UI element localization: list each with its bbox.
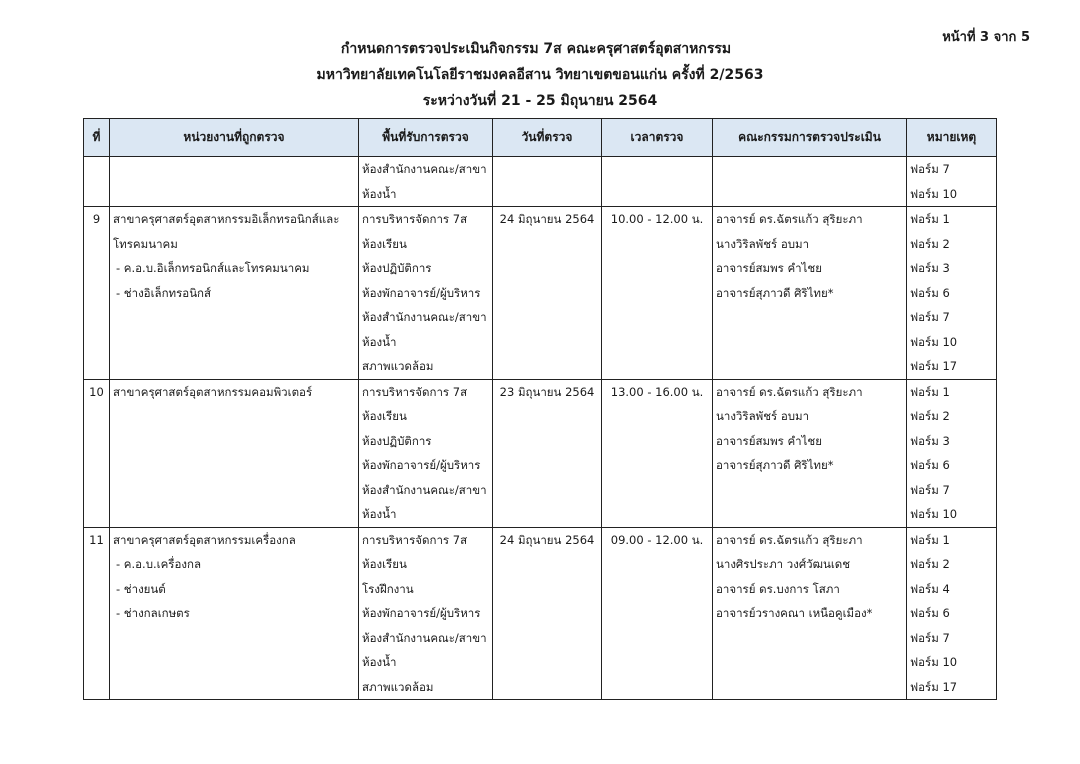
cell-areas-line: ห้องน้ำ (362, 655, 397, 669)
cell-areas-line: ห้องน้ำ (362, 507, 397, 521)
cell-unit-line: - ช่างยนต์ (116, 581, 166, 596)
cell-committee (713, 527, 907, 700)
cell-unit (110, 207, 359, 380)
cell-areas-line: ห้องสำนักงานคณะ/สาขา (362, 482, 487, 497)
header-committee: คณะกรรมการตรวจประเมิน (713, 119, 907, 157)
cell-notes-line: ฟอร์ม 3 (910, 261, 950, 275)
cell-unit-line: โทรคมนาคม (113, 236, 178, 251)
cell-notes-line: ฟอร์ม 10 (910, 655, 958, 669)
cell-no-line: 11 (89, 532, 104, 547)
cell-areas-line: สภาพแวดล้อม (362, 359, 434, 373)
cell-notes-line: ฟอร์ม 4 (910, 581, 950, 596)
cell-date (493, 379, 602, 527)
header-notes: หมายเหตุ (907, 119, 997, 157)
header-no: ที่ (84, 119, 110, 157)
cell-time-line: 13.00 - 16.00 น. (610, 384, 704, 399)
cell-notes-line: ฟอร์ม 2 (910, 236, 950, 251)
cell-committee (713, 157, 907, 207)
cell-notes-line: ฟอร์ม 17 (910, 679, 958, 694)
cell-notes-line: ฟอร์ม 10 (910, 334, 958, 349)
cell-notes (907, 157, 997, 207)
schedule-table (83, 118, 997, 700)
cell-date (493, 527, 602, 700)
cell-notes-line: ฟอร์ม 6 (910, 285, 950, 300)
document-header (0, 36, 1080, 114)
cell-committee-line: อาจารย์ ดร.ฉัตรแก้ว สุริยะภา (716, 384, 863, 399)
cell-unit-line: - ค.อ.บ.อิเล็กทรอนิกส์และโทรคมนาคม (116, 261, 310, 275)
cell-notes-line: ฟอร์ม 7 (910, 310, 950, 324)
cell-committee (713, 379, 907, 527)
cell-date (493, 207, 602, 380)
header-date: วันที่ตรวจ (493, 119, 602, 157)
cell-areas-line: สภาพแวดล้อม (362, 679, 434, 694)
cell-time-line: 10.00 - 12.00 น. (610, 212, 704, 226)
cell-areas-line: ห้องปฏิบัติการ (362, 433, 432, 448)
cell-time (602, 527, 713, 700)
cell-unit-line: - ช่างอิเล็กทรอนิกส์ (116, 285, 212, 300)
cell-areas-line: โรงฝึกงาน (362, 581, 414, 596)
table-row (84, 207, 997, 380)
cell-notes-line: ฟอร์ม 2 (910, 557, 950, 571)
cell-areas (359, 207, 493, 380)
table-row (84, 157, 997, 207)
cell-time (602, 207, 713, 380)
cell-time-line: 09.00 - 12.00 น. (610, 532, 704, 547)
cell-unit-line: - ช่างกลเกษตร (116, 606, 190, 620)
header-unit: หน่วยงานที่ถูกตรวจ (110, 119, 359, 157)
cell-date (493, 157, 602, 207)
cell-notes-line: ฟอร์ม 1 (910, 384, 950, 399)
cell-committee-line: อาจารย์วรางคณา เหนือคูเมือง* (716, 606, 873, 620)
cell-committee-line: อาจารย์สมพร คำไชย (716, 261, 822, 275)
cell-unit-line: สาขาครุศาสตร์อุตสาหกรรมเครื่องกล (113, 532, 296, 547)
cell-areas-line: การบริหารจัดการ 7ส (362, 532, 468, 547)
table-header-row (84, 119, 997, 157)
cell-unit-line: - ค.อ.บ.เครื่องกล (116, 557, 202, 571)
cell-committee-line: อาจารย์สมพร คำไชย (716, 433, 822, 448)
cell-areas-line: การบริหารจัดการ 7ส (362, 212, 468, 226)
cell-notes-line: ฟอร์ม 7 (910, 482, 950, 497)
page-number: หน้าที่ 3 จาก 5 (942, 30, 1030, 45)
cell-areas-line: ห้องสำนักงานคณะ/สาขา (362, 162, 487, 176)
cell-date-line: 24 มิถุนายน 2564 (499, 212, 595, 226)
title-line-1: กำหนดการตรวจประเมินกิจกรรม 7ส คณะครุศาสตร์อุตสาหกรรม (340, 41, 732, 57)
table-row (84, 379, 997, 527)
cell-areas (359, 157, 493, 207)
cell-areas-line: ห้องน้ำ (362, 334, 397, 349)
cell-areas-line: ห้องสำนักงานคณะ/สาขา (362, 310, 487, 324)
cell-areas-line: ห้องเรียน (362, 236, 407, 251)
cell-areas-line: ห้องปฏิบัติการ (362, 261, 432, 275)
title-line-2: มหาวิทยาลัยเทคโนโลยีราชมงคลอีสาน วิทยาเขตขอนแก่น ครั้งที่ 2/2563 (316, 67, 764, 83)
cell-notes (907, 207, 997, 380)
cell-unit (110, 527, 359, 700)
cell-time (602, 157, 713, 207)
cell-areas-line: ห้องพักอาจารย์/ผู้บริหาร (362, 606, 481, 620)
cell-committee-line: อาจารย์ ดร.ฉัตรแก้ว สุริยะภา (716, 532, 863, 547)
cell-unit-line: สาขาครุศาสตร์อุตสาหกรรมอิเล็กทรอนิกส์และ (113, 212, 340, 226)
cell-areas (359, 527, 493, 700)
cell-no-line: 9 (92, 212, 101, 226)
cell-committee-line: นางศิรประภา วงศ์วัฒนเดช (716, 557, 851, 571)
cell-unit (110, 379, 359, 527)
cell-notes-line: ฟอร์ม 3 (910, 433, 950, 448)
cell-notes-line: ฟอร์ม 17 (910, 359, 958, 373)
cell-notes (907, 379, 997, 527)
cell-no (84, 157, 110, 207)
cell-notes-line: ฟอร์ม 7 (910, 630, 950, 645)
cell-date-line: 23 มิถุนายน 2564 (499, 384, 595, 399)
cell-date-line: 24 มิถุนายน 2564 (499, 532, 595, 547)
cell-notes-line: ฟอร์ม 7 (910, 162, 950, 176)
cell-committee-line: อาจารย์สุภาวดี ศิริไทย* (716, 458, 834, 472)
cell-committee-line: นางวิริลพัชร์ อบมา (716, 409, 810, 423)
cell-no (84, 527, 110, 700)
header-area: พื้นที่รับการตรวจ (359, 119, 493, 157)
cell-time (602, 379, 713, 527)
cell-committee-line: อาจารย์ ดร.บงการ โสภา (716, 581, 840, 596)
table-row (84, 527, 997, 700)
cell-notes-line: ฟอร์ม 1 (910, 532, 950, 547)
cell-areas-line: ห้องน้ำ (362, 186, 397, 201)
cell-areas-line: ห้องเรียน (362, 557, 407, 571)
cell-notes-line: ฟอร์ม 6 (910, 606, 950, 620)
cell-notes-line: ฟอร์ม 10 (910, 507, 958, 521)
cell-committee-line: อาจารย์สุภาวดี ศิริไทย* (716, 285, 834, 300)
cell-notes-line: ฟอร์ม 1 (910, 212, 950, 226)
cell-notes-line: ฟอร์ม 6 (910, 458, 950, 472)
cell-areas-line: ห้องสำนักงานคณะ/สาขา (362, 630, 487, 645)
cell-unit (110, 157, 359, 207)
cell-no-line: 10 (89, 384, 104, 399)
cell-notes-line: ฟอร์ม 2 (910, 409, 950, 423)
cell-areas-line: การบริหารจัดการ 7ส (362, 384, 468, 399)
cell-areas-line: ห้องพักอาจารย์/ผู้บริหาร (362, 458, 481, 472)
cell-committee (713, 207, 907, 380)
cell-no (84, 379, 110, 527)
cell-notes (907, 527, 997, 700)
cell-areas-line: ห้องพักอาจารย์/ผู้บริหาร (362, 285, 481, 300)
cell-areas (359, 379, 493, 527)
cell-committee-line: นางวิริลพัชร์ อบมา (716, 236, 810, 251)
cell-no (84, 207, 110, 380)
cell-committee-line: อาจารย์ ดร.ฉัตรแก้ว สุริยะภา (716, 212, 863, 226)
cell-notes-line: ฟอร์ม 10 (910, 186, 958, 201)
title-line-3: ระหว่างวันที่ 21 - 25 มิถุนายน 2564 (422, 93, 658, 109)
cell-areas-line: ห้องเรียน (362, 409, 407, 423)
cell-unit-line: สาขาครุศาสตร์อุตสาหกรรมคอมพิวเตอร์ (113, 384, 313, 399)
header-time: เวลาตรวจ (602, 119, 713, 157)
